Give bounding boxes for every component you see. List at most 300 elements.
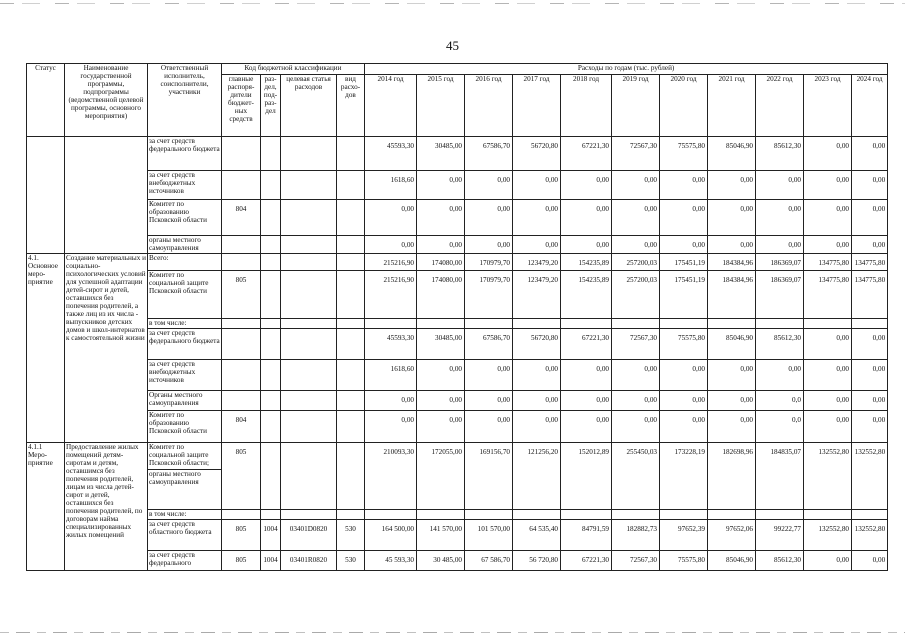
expense-value: 132552,80 <box>804 443 852 510</box>
expense-value: 75575,80 <box>660 551 708 571</box>
expense-value: 154235,89 <box>561 271 612 319</box>
header-rzpr: раз-дел, под-раз-дел <box>261 75 281 137</box>
expense-value: 169156,70 <box>465 443 513 510</box>
expense-value: 257200,03 <box>612 254 660 271</box>
expense-value: 75575,80 <box>660 137 708 171</box>
expense-value: 0,00 <box>513 171 561 200</box>
expense-value <box>852 319 888 329</box>
table-row <box>27 254 888 271</box>
row-grbs-code <box>222 137 261 171</box>
expense-value: 0,00 <box>465 236 513 254</box>
expense-value: 0,00 <box>804 360 852 391</box>
expense-value: 0,00 <box>708 360 756 391</box>
expense-value: 0,00 <box>804 411 852 443</box>
expense-value: 56720,80 <box>513 329 561 360</box>
expense-value: 0,00 <box>513 200 561 236</box>
row-responsible <box>148 137 222 171</box>
row-csr-code <box>281 319 337 329</box>
header-grbs: главные распоря-дители бюджет-ных средств <box>222 75 261 137</box>
header-year: 2024 год <box>852 75 888 137</box>
row-responsible <box>148 411 222 443</box>
expense-value: 30 485,00 <box>417 551 465 571</box>
row-grbs-code <box>222 236 261 254</box>
header-csr: целевая статья расходов <box>281 75 337 137</box>
row-csr-code <box>281 443 337 510</box>
expense-value: 0,00 <box>852 551 888 571</box>
page-number: 45 <box>446 38 459 53</box>
expense-value: 0,00 <box>804 200 852 236</box>
expense-value: 0,00 <box>417 236 465 254</box>
expense-value: 0,00 <box>852 360 888 391</box>
expense-value: 0,00 <box>365 391 417 411</box>
expense-value: 0,00 <box>417 360 465 391</box>
row-vr-code <box>337 319 365 329</box>
expense-value: 134775,80 <box>804 254 852 271</box>
expense-value: 186369,07 <box>756 271 804 319</box>
expense-value: 0,00 <box>561 360 612 391</box>
expense-value: 85612,30 <box>756 551 804 571</box>
row-rzpr-code <box>261 319 281 329</box>
expense-value <box>417 319 465 329</box>
expense-value: 0,00 <box>852 236 888 254</box>
header-responsible: Ответственный исполнитель, соисполнители, участники <box>148 64 222 137</box>
expense-value: 0,00 <box>804 391 852 411</box>
expense-value: 184835,07 <box>756 443 804 510</box>
expense-value: 0,00 <box>612 171 660 200</box>
expense-value: 0,00 <box>660 200 708 236</box>
row-rzpr-code <box>261 443 281 510</box>
scan-noise-top <box>0 3 905 4</box>
expense-value: 0,00 <box>465 360 513 391</box>
responsible-label: Комитет по социальной защите Псковской области <box>149 271 209 295</box>
row-responsible <box>148 319 222 329</box>
row-grbs-code: 805 <box>222 551 261 571</box>
row-csr-code <box>281 510 337 520</box>
expense-value: 97652,06 <box>708 520 756 551</box>
expense-value: 30485,00 <box>417 137 465 171</box>
expense-value: 85046,90 <box>708 551 756 571</box>
expense-value: 0,00 <box>561 411 612 443</box>
table-row <box>27 443 888 510</box>
row-grbs-code <box>222 329 261 360</box>
expense-value: 84791,59 <box>561 520 612 551</box>
row-csr-code <box>281 391 337 411</box>
expense-value: 0,00 <box>465 391 513 411</box>
expense-value <box>708 319 756 329</box>
row-vr-code: 530 <box>337 551 365 571</box>
expense-value: 134775,80 <box>804 271 852 319</box>
table-row <box>27 329 888 360</box>
row-grbs-code <box>222 319 261 329</box>
expense-value: 30485,00 <box>417 329 465 360</box>
expense-value: 1618,60 <box>365 171 417 200</box>
expense-value: 85046,90 <box>708 329 756 360</box>
row-rzpr-code <box>261 137 281 171</box>
table-row <box>27 236 888 254</box>
row-name <box>65 137 148 254</box>
table-row <box>27 200 888 236</box>
expense-value: 255450,03 <box>612 443 660 510</box>
responsible-label: за счет средств федерального <box>149 551 195 567</box>
row-grbs-code <box>222 391 261 411</box>
row-responsible <box>148 551 222 571</box>
expense-value: 132552,80 <box>852 520 888 551</box>
expense-value: 132552,80 <box>852 443 888 510</box>
row-status: 4.1. Основное меро-приятие <box>27 254 65 443</box>
expense-value: 0,00 <box>756 236 804 254</box>
row-rzpr-code <box>261 254 281 271</box>
expense-value: 0,00 <box>708 200 756 236</box>
header-year: 2020 год <box>660 75 708 137</box>
row-responsible <box>148 329 222 360</box>
expense-value: 184384,96 <box>708 271 756 319</box>
row-vr-code <box>337 443 365 510</box>
expense-value: 85612,30 <box>756 137 804 171</box>
expense-value: 67221,30 <box>561 329 612 360</box>
expense-value: 0,00 <box>852 411 888 443</box>
expense-value: 97652,39 <box>660 520 708 551</box>
expense-value: 0,00 <box>660 391 708 411</box>
row-grbs-code <box>222 171 261 200</box>
expense-value: 134775,80 <box>852 271 888 319</box>
header-vr: вид расхо-дов <box>337 75 365 137</box>
expense-value: 0,00 <box>417 411 465 443</box>
row-name: Предоставление жилых помещений детям-сиротам и детям, оставшимся без попечения родителей, лицам из числа детей-сирот и детей, оставшихся без попечения родителей, по договорам найма специализированных жилых помещений <box>65 443 148 571</box>
row-status: 4.1.1 Меро-приятие <box>27 443 65 571</box>
expense-value: 170979,70 <box>465 271 513 319</box>
expense-value <box>756 319 804 329</box>
row-csr-code <box>281 329 337 360</box>
expense-value: 0,00 <box>660 411 708 443</box>
expense-value: 0,00 <box>660 236 708 254</box>
expense-value: 0,00 <box>756 171 804 200</box>
row-responsible <box>148 510 222 520</box>
expense-value: 0,00 <box>561 391 612 411</box>
expense-value <box>465 510 513 520</box>
row-grbs-code <box>222 254 261 271</box>
responsible-label: за счет средств областного бюджета <box>149 520 212 536</box>
expense-value: 0,00 <box>465 171 513 200</box>
expense-value: 101 570,00 <box>465 520 513 551</box>
row-name: Создание материальных и социально-психологических условий для успешной адаптации детей-сирот и детей, оставшихся без попечения родителей, а также лиц из их числа - выпускников детских домов и школ-интернатов к самостоятельной жизни <box>65 254 148 443</box>
expense-value: 0,00 <box>417 200 465 236</box>
responsible-label: Комитет по социальной защите Псковской области; <box>149 443 210 467</box>
expense-value: 173228,19 <box>660 443 708 510</box>
row-responsible <box>148 443 222 510</box>
responsible-label: Комитет по образованию Псковской области <box>149 411 208 435</box>
header-expenses: Расходы по годам (тыс. рублей) <box>365 64 888 75</box>
expense-value: 184384,96 <box>708 254 756 271</box>
expense-value: 215216,90 <box>365 254 417 271</box>
expense-value: 0,00 <box>852 137 888 171</box>
expense-value: 174080,00 <box>417 271 465 319</box>
row-vr-code <box>337 391 365 411</box>
expense-value: 45593,30 <box>365 329 417 360</box>
row-vr-code: 530 <box>337 520 365 551</box>
expense-value <box>513 319 561 329</box>
expense-value: 0,00 <box>561 236 612 254</box>
row-responsible <box>148 360 222 391</box>
expense-value: 0,00 <box>417 391 465 411</box>
row-vr-code <box>337 254 365 271</box>
row-csr-code <box>281 271 337 319</box>
header-budget-code: Код бюджетной классификации <box>222 64 365 75</box>
responsible-label: за счет средств внебюджетных источников <box>149 171 196 195</box>
expense-value: 0,0 <box>756 391 804 411</box>
header-year: 2021 год <box>708 75 756 137</box>
expense-value: 134775,80 <box>852 254 888 271</box>
expense-value: 75575,80 <box>660 329 708 360</box>
expense-value: 85046,90 <box>708 137 756 171</box>
row-vr-code <box>337 510 365 520</box>
expense-value: 0,00 <box>804 236 852 254</box>
expense-value: 186369,07 <box>756 254 804 271</box>
expense-value: 123479,20 <box>513 254 561 271</box>
expense-value: 67221,30 <box>561 137 612 171</box>
expense-value: 0,00 <box>465 411 513 443</box>
row-csr-code: 03401R0820 <box>281 551 337 571</box>
row-grbs-code: 805 <box>222 520 261 551</box>
expense-value: 0,00 <box>513 411 561 443</box>
expense-value: 210093,30 <box>365 443 417 510</box>
expense-value: 0,00 <box>708 171 756 200</box>
row-rzpr-code <box>261 360 281 391</box>
expense-value: 0,00 <box>708 411 756 443</box>
expense-value: 0,00 <box>365 236 417 254</box>
expense-value: 0,00 <box>660 360 708 391</box>
row-vr-code <box>337 236 365 254</box>
expense-value: 152012,89 <box>561 443 612 510</box>
row-csr-code <box>281 411 337 443</box>
expense-value <box>561 319 612 329</box>
responsible-label: органы местного самоуправления <box>149 470 201 486</box>
expense-value: 215216,90 <box>365 271 417 319</box>
row-rzpr-code <box>261 329 281 360</box>
expense-value <box>660 319 708 329</box>
responsible-label: органы местного самоуправления <box>149 236 201 252</box>
table-row <box>27 319 888 329</box>
header-year: 2018 год <box>561 75 612 137</box>
expense-value: 99222,77 <box>756 520 804 551</box>
row-csr-code <box>281 236 337 254</box>
row-responsible <box>148 254 222 271</box>
row-csr-code <box>281 360 337 391</box>
row-rzpr-code <box>261 236 281 254</box>
expense-value <box>513 510 561 520</box>
expense-value: 182882,73 <box>612 520 660 551</box>
expense-value <box>561 510 612 520</box>
row-responsible <box>148 520 222 551</box>
expense-value: 175451,19 <box>660 271 708 319</box>
expense-value: 172055,00 <box>417 443 465 510</box>
responsible-label: в том числе: <box>149 319 187 327</box>
expense-value <box>417 510 465 520</box>
expense-value: 0,00 <box>660 171 708 200</box>
expense-value: 0,00 <box>612 360 660 391</box>
expense-value <box>612 510 660 520</box>
responsible-label: Комитет по образованию Псковской области <box>149 200 208 224</box>
header-year: 2017 год <box>513 75 561 137</box>
header-year: 2023 год <box>804 75 852 137</box>
expense-value: 174080,00 <box>417 254 465 271</box>
expense-value: 0,00 <box>756 360 804 391</box>
responsible-label: за счет средств федерального бюджета <box>149 329 220 345</box>
row-rzpr-code: 1004 <box>261 551 281 571</box>
row-rzpr-code <box>261 510 281 520</box>
expense-value: 0,0 <box>756 411 804 443</box>
expense-value: 123479,20 <box>513 271 561 319</box>
row-vr-code <box>337 200 365 236</box>
header-year: 2014 год <box>365 75 417 137</box>
expense-value <box>365 319 417 329</box>
expense-value: 0,00 <box>756 200 804 236</box>
table-row <box>27 411 888 443</box>
table-row <box>27 360 888 391</box>
expense-value: 0,00 <box>365 411 417 443</box>
expense-value <box>660 510 708 520</box>
row-responsible <box>148 171 222 200</box>
row-rzpr-code <box>261 271 281 319</box>
expense-value: 67221,30 <box>561 551 612 571</box>
expense-value: 0,00 <box>417 171 465 200</box>
expense-value: 170979,70 <box>465 254 513 271</box>
row-grbs-code <box>222 360 261 391</box>
expense-value: 45 593,30 <box>365 551 417 571</box>
expense-value: 0,00 <box>804 171 852 200</box>
expense-value: 67 586,70 <box>465 551 513 571</box>
row-grbs-code: 805 <box>222 271 261 319</box>
expense-value: 0,00 <box>852 200 888 236</box>
expense-value: 0,00 <box>804 137 852 171</box>
row-vr-code <box>337 360 365 391</box>
row-vr-code <box>337 171 365 200</box>
table-row <box>27 271 888 319</box>
expense-value: 132552,80 <box>804 520 852 551</box>
expense-value: 1618,60 <box>365 360 417 391</box>
table-row <box>27 510 888 520</box>
header-year: 2019 год <box>612 75 660 137</box>
header-year: 2022 год <box>756 75 804 137</box>
row-vr-code <box>337 411 365 443</box>
expense-value <box>804 319 852 329</box>
expense-value: 0,00 <box>612 411 660 443</box>
table-row <box>27 171 888 200</box>
row-responsible <box>148 200 222 236</box>
row-csr-code <box>281 171 337 200</box>
row-grbs-code: 805 <box>222 443 261 510</box>
expense-value: 0,00 <box>612 200 660 236</box>
expense-value <box>756 510 804 520</box>
expense-value: 45593,30 <box>365 137 417 171</box>
row-responsible <box>148 271 222 319</box>
responsible-label: Органы местного самоуправления <box>149 391 203 407</box>
responsible-label: за счет средств федерального бюджета <box>149 137 220 153</box>
row-status <box>27 137 65 254</box>
expense-value: 67586,70 <box>465 137 513 171</box>
expense-value: 0,00 <box>561 200 612 236</box>
header-name: Наименование государственной программы, подпрограммы (ведомственной целевой программы, основного мероприятия) <box>65 64 148 137</box>
row-responsible <box>148 391 222 411</box>
row-rzpr-code <box>261 171 281 200</box>
row-vr-code <box>337 271 365 319</box>
row-grbs-code: 804 <box>222 411 261 443</box>
table-row <box>27 551 888 571</box>
header-year: 2016 год <box>465 75 513 137</box>
expense-value: 0,00 <box>852 171 888 200</box>
row-csr-code <box>281 137 337 171</box>
expense-value <box>365 510 417 520</box>
row-vr-code <box>337 329 365 360</box>
expense-value: 0,00 <box>561 171 612 200</box>
expense-value: 72567,30 <box>612 551 660 571</box>
budget-table-container <box>26 63 888 571</box>
expense-value: 164 500,00 <box>365 520 417 551</box>
expense-value: 0,00 <box>612 236 660 254</box>
row-vr-code <box>337 137 365 171</box>
scan-noise-bottom <box>0 632 905 633</box>
expense-value: 141 570,00 <box>417 520 465 551</box>
expense-value: 154235,89 <box>561 254 612 271</box>
expense-value: 0,00 <box>804 551 852 571</box>
expense-value: 257200,03 <box>612 271 660 319</box>
expense-value: 0,00 <box>852 329 888 360</box>
expense-value: 0,00 <box>465 200 513 236</box>
row-csr-code <box>281 200 337 236</box>
expense-value: 0,00 <box>513 360 561 391</box>
expense-value: 85612,30 <box>756 329 804 360</box>
table-row <box>27 137 888 171</box>
expense-value <box>804 510 852 520</box>
row-responsible <box>148 236 222 254</box>
expense-value: 72567,30 <box>612 137 660 171</box>
table-row <box>27 391 888 411</box>
expense-value: 175451,19 <box>660 254 708 271</box>
responsible-label: в том числе: <box>149 510 187 518</box>
expense-value: 0,00 <box>612 391 660 411</box>
header-status: Статус <box>27 64 65 137</box>
table-row <box>27 520 888 551</box>
row-csr-code: 03401D0820 <box>281 520 337 551</box>
row-rzpr-code <box>261 200 281 236</box>
expense-value: 0,00 <box>852 391 888 411</box>
expense-value: 0,00 <box>708 236 756 254</box>
row-grbs-code <box>222 510 261 520</box>
row-rzpr-code: 1004 <box>261 520 281 551</box>
row-rzpr-code <box>261 391 281 411</box>
row-rzpr-code <box>261 411 281 443</box>
expense-value: 56 720,80 <box>513 551 561 571</box>
expense-value: 0,00 <box>513 236 561 254</box>
expense-value: 64 535,40 <box>513 520 561 551</box>
expense-value <box>708 510 756 520</box>
expense-value: 56720,80 <box>513 137 561 171</box>
expense-value: 0,00 <box>513 391 561 411</box>
row-grbs-code: 804 <box>222 200 261 236</box>
expense-value: 182698,96 <box>708 443 756 510</box>
responsible-label: Всего: <box>149 254 169 262</box>
expense-value <box>852 510 888 520</box>
expense-value: 0,00 <box>804 329 852 360</box>
expense-value <box>612 319 660 329</box>
responsible-label: за счет средств внебюджетных источников <box>149 360 196 384</box>
header-year: 2015 год <box>417 75 465 137</box>
budget-table <box>26 63 888 571</box>
expense-value: 0,00 <box>708 391 756 411</box>
expense-value: 0,00 <box>365 200 417 236</box>
expense-value: 72567,30 <box>612 329 660 360</box>
expense-value: 67586,70 <box>465 329 513 360</box>
row-csr-code <box>281 254 337 271</box>
